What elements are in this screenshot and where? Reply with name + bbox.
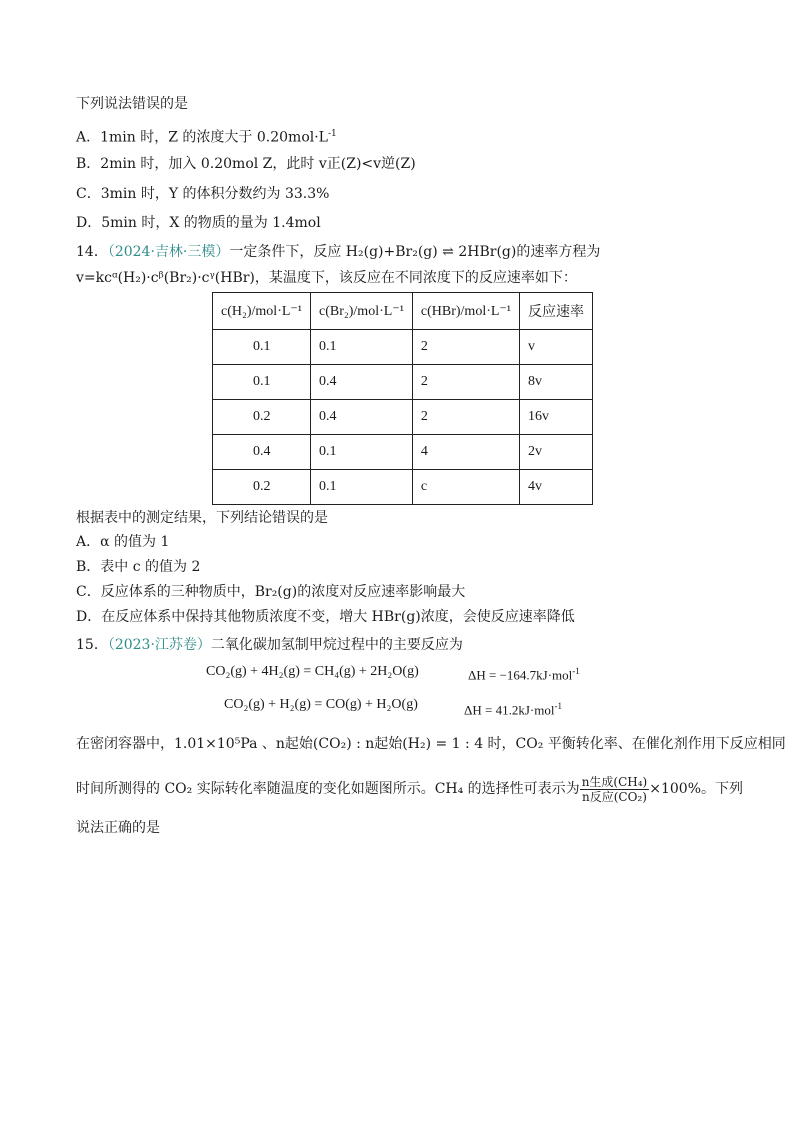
enthalpy-2: ΔH = 41.2kJ·mol$^{-1}$: [464, 701, 562, 718]
table-header: c(Br₂)/mol·L⁻¹: [311, 293, 413, 330]
reaction-equation-2: CO₂(g) + H₂(g) = CO(g) + H₂O(g): [224, 697, 418, 712]
enthalpy-1: ΔH = −164.7kJ·mol$^{-1}$: [468, 666, 580, 683]
table-cell: 2: [412, 365, 519, 400]
table-cell: 2: [412, 330, 519, 365]
table-cell: 0.1: [213, 330, 311, 365]
table-header: c(H₂)/mol·L⁻¹: [213, 293, 311, 330]
q14-option-d: D．在反应体系中保持其他物质浓度不变，增大 HBr(g)浓度，会使反应速率降低: [76, 609, 575, 625]
q15-paragraph-2: 时间所测得的 CO₂ 实际转化率随温度的变化如题图所示。CH₄ 的选择性可表示为 $\frac{\text{n生成(CH₄)}}{\text{n反应(CO₂)}}$ ×100%。下列: [76, 774, 744, 804]
table-row: [213, 470, 593, 505]
q14-option-b: B．表中 c 的值为 2: [76, 559, 201, 575]
q15-paragraph-1: 在密闭容器中，1.01×10⁵Pa 、n起始(CO₂) : n起始(H₂) = 1 : 4 时，CO₂ 平衡转化率、在催化剂作用下反应相同: [76, 736, 786, 752]
table-cell: 16v: [520, 400, 593, 435]
table-cell: 2: [412, 400, 519, 435]
q13-option-c: C．3min 时，Y 的体积分数约为 33.3%: [76, 186, 330, 202]
q14-stem-line1: 14．（2024·吉林·三模）一定条件下，反应 H₂(g)+Br₂(g) ⇌ 2HBr(g)的速率方程为: [76, 244, 601, 260]
table-cell: 0.2: [213, 470, 311, 505]
table-cell: 2v: [520, 435, 593, 470]
table-cell: 0.4: [311, 400, 413, 435]
q15-paragraph-3: 说法正确的是: [76, 820, 160, 836]
q13-option-d: D．5min 时，X 的物质的量为 1.4mol: [76, 215, 321, 231]
table-cell: 8v: [520, 365, 593, 400]
table-row: [213, 435, 593, 470]
table-cell: 4: [412, 435, 519, 470]
table-cell: 0.1: [311, 470, 413, 505]
table-cell: 0.1: [213, 365, 311, 400]
q13-stem: 下列说法错误的是: [76, 96, 188, 112]
q14-number: 14．: [76, 244, 108, 260]
table-cell: 0.2: [213, 400, 311, 435]
table-header-row: [213, 293, 593, 330]
table-row: [213, 400, 593, 435]
table-cell: 0.4: [311, 365, 413, 400]
table-header: 反应速率: [520, 293, 593, 330]
table-row: [213, 365, 593, 400]
q14-stem-line2: v=kcᵅ(H₂)·cᵝ(Br₂)·cᵞ(HBr)，某温度下，该反应在不同浓度下的反应速率如下：: [76, 270, 577, 286]
table-row: [213, 330, 593, 365]
table-cell: 4v: [520, 470, 593, 505]
table-cell: c: [412, 470, 519, 505]
reaction-equation-1: CO₂(g) + 4H₂(g) = CH₄(g) + 2H₂O(g): [206, 664, 419, 679]
table-cell: 0.4: [213, 435, 311, 470]
rate-table: [212, 292, 593, 505]
table-cell: 0.1: [311, 330, 413, 365]
table-cell: v: [520, 330, 593, 365]
q15-number: 15．: [76, 637, 108, 653]
q14-option-c: C．反应体系的三种物质中，Br₂(g)的浓度对反应速率影响最大: [76, 584, 466, 600]
q14-source: （2024·吉林·三模）: [107, 244, 230, 260]
q13-option-a: A．1min 时，Z 的浓度大于 $0.20mol\cdot L^{-1}$: [76, 129, 337, 146]
selectivity-fraction: $\frac{\text{n生成(CH₄)}}{\text{n反应(CO₂)}}$: [581, 774, 648, 804]
q15-stem: 15．（2023·江苏卷）二氧化碳加氢制甲烷过程中的主要反应为: [76, 637, 463, 653]
table-cell: 0.1: [311, 435, 413, 470]
q15-source: （2023·江苏卷）: [107, 637, 211, 653]
table-header: c(HBr)/mol·L⁻¹: [412, 293, 519, 330]
q14-option-a: A．α 的值为 1: [76, 534, 170, 550]
q14-question: 根据表中的测定结果，下列结论错误的是: [76, 510, 328, 526]
q13-option-b: B．2min 时，加入 0.20mol Z，此时 v正(Z)<v逆(Z): [76, 156, 416, 172]
